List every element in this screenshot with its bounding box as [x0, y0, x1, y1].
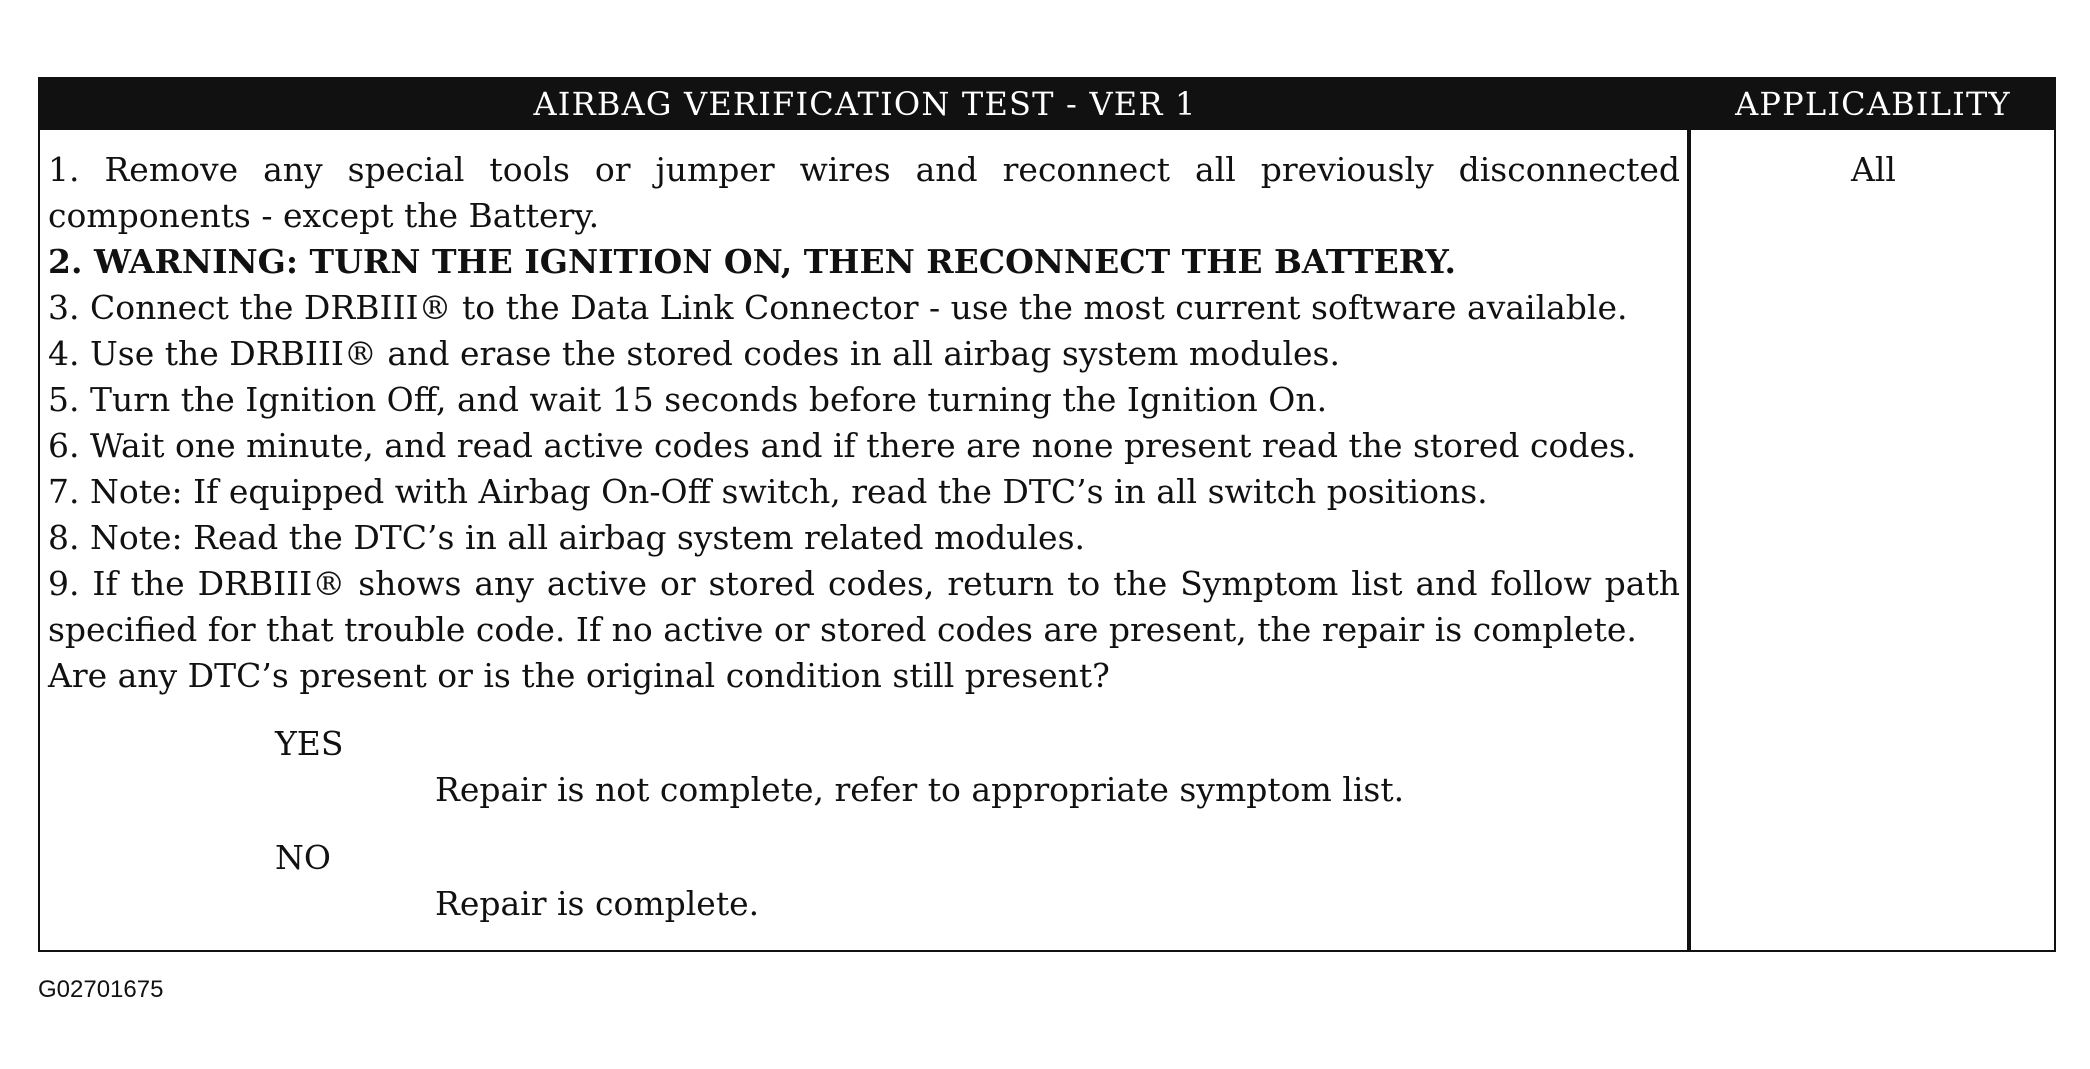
step-9: 9. If the DRBIII® shows any active or stored codes, return to the Symptom list and follow path specified for that trouble code. If no active or stored codes are present, the repair is complete.: [48, 564, 1680, 649]
step-4: 4. Use the DRBIII® and erase the stored codes in all airbag system modules.: [48, 334, 1340, 373]
answer-yes-text: Repair is not complete, refer to appropriate symptom list.: [435, 770, 1405, 809]
step-1: 1. Remove any special tools or jumper wires and reconnect all previously disconnected components - except the Battery.: [48, 150, 1680, 235]
step-2-warning: 2. WARNING: TURN THE IGNITION ON, THEN RECONNECT THE BATTERY.: [48, 242, 1456, 281]
applicability-header: APPLICABILITY: [1735, 85, 2011, 123]
answer-no-text: Repair is complete.: [435, 884, 760, 923]
applicability-value: All: [1851, 150, 1896, 189]
answer-yes-label: YES: [275, 724, 344, 763]
step-8: 8. Note: Read the DTC’s in all airbag system related modules.: [48, 518, 1086, 557]
step-7: 7. Note: If equipped with Airbag On-Off switch, read the DTC’s in all switch positions.: [48, 472, 1488, 511]
step-3: 3. Connect the DRBIII® to the Data Link Connector - use the most current software available.: [48, 288, 1628, 327]
spacer: [48, 699, 1680, 721]
test-question: Are any DTC’s present or is the original condition still present?: [48, 656, 1110, 695]
answer-no-label: NO: [275, 838, 331, 877]
table-header-bar: [40, 79, 2054, 130]
step-5: 5. Turn the Ignition Off, and wait 15 seconds before turning the Ignition On.: [48, 380, 1328, 419]
verification-test-table: [38, 77, 2056, 952]
column-divider: [1687, 130, 1691, 952]
test-procedure: [48, 147, 1680, 927]
spacer: [48, 813, 1680, 835]
table-title: AIRBAG VERIFICATION TEST - VER 1: [533, 85, 1197, 123]
step-6: 6. Wait one minute, and read active codes and if there are none present read the stored codes.: [48, 426, 1637, 465]
figure-code: G02701675: [38, 976, 164, 1003]
